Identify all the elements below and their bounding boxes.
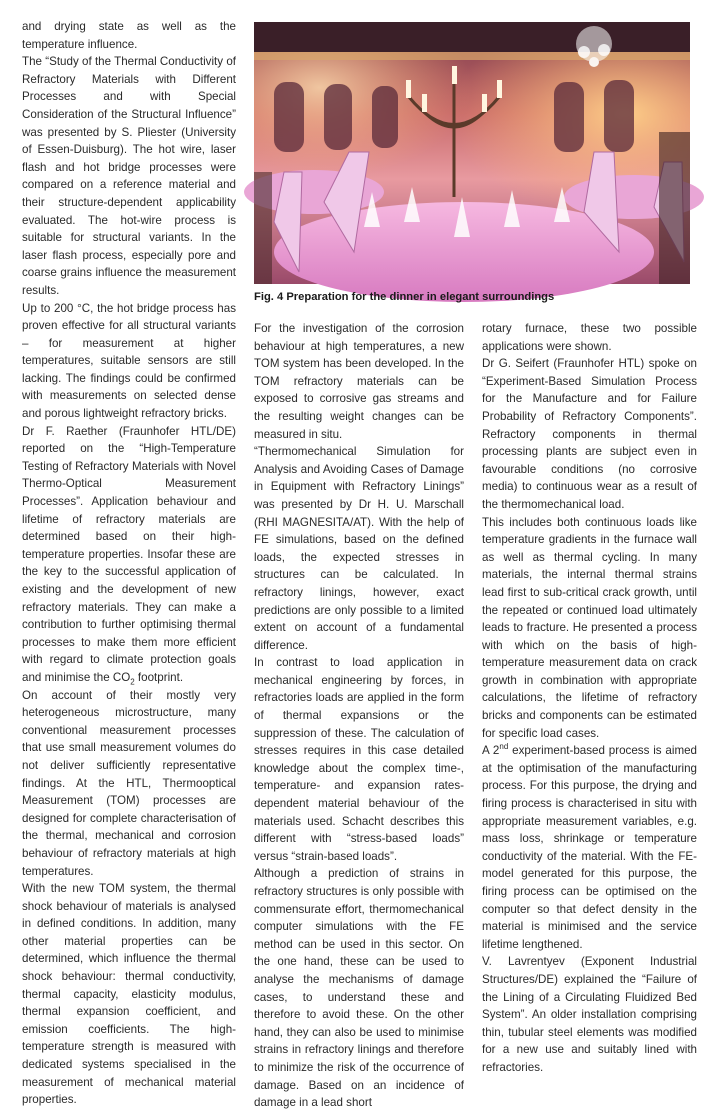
paragraph-text: A 2 — [482, 744, 500, 758]
paragraph: Although a prediction of strains in refractory structures is only possible with commensurate effort, thermomechanical computer simulations with the FE method can be used in this sector. On the one hand, these can be used to analyse the mechanisms of damage cases, to understand these and therefore to avoid these. On the other hand, they can also be used to minimise strains in refractory linings and therefore to minimize the risk of the occurrence of damage. Based on an incidence of damage in a lead short — [254, 867, 464, 1110]
paragraph: rotary furnace, these two possible applications were shown. — [482, 322, 697, 353]
figure-caption-text: Preparation for the dinner in elegant surroundings — [283, 291, 555, 303]
paragraph: The “Study of the Thermal Conductivity of Refractory Materials with Different Processes and with Special Consideration of the Structural Influence” was presented by S. Pliester (University of Essen-Duisburg). The hot wire, laser flash and hot bridge processes were compared on a reference material and their structure-dependent applicability evaluated. The hot-wire process is suitable for structural variants. In the laser flash process, especially pore and coarse grains influence the measurement results. — [22, 55, 236, 297]
text-column-3 — [482, 320, 698, 1074]
superscript: nd — [499, 742, 509, 752]
paragraph: and drying state as well as the temperature influence. — [22, 20, 236, 51]
paragraph: “Thermomechanical Simulation for Analysis and Avoiding Cases of Damage in Equipment with Refractory Linings” was presented by Dr H. U. Marschall (RHI MAGNESITA/AT). With the help of FE simulations, based on the defined loads, the expected stresses in structures can be calculated. In refractory linings, however, exact predictions are only possible to a limited extent on account of a fundamental difference. — [254, 445, 464, 652]
dinner-hall-photo — [254, 22, 690, 284]
paragraph-text: experiment-based process is aimed at the optimisation of the manufacturing process. For this purpose, the drying and firing process is characterised in situ with appropriate measurement variables, e.g. mass loss, shrinkage or temperature conductivity of the material. With the FE-model generated for this purpose, the firing process can be optimised on the computer so that defect density in the material is minimised and the service lifetime lengthened. — [482, 744, 698, 951]
text-column-2 — [254, 320, 464, 1110]
paragraph: This includes both continuous loads like temperature gradients in the furnace wall as well as thermal cycling. In many materials, the internal thermal strains lead first to sub-critical crack growth, until the repeated or continued load ultimately leads to fracture. He presented a process with which on the basis of high-temperature measurement data on crack growth in combination with appropriate calculations, the lifetime of refractory bricks and components can be estimated for specific load cases. — [482, 515, 697, 740]
figure-label: Fig. 4 — [254, 291, 284, 303]
paragraph — [22, 423, 236, 687]
paragraph: On account of their mostly very heterogeneous microstructure, many conventional measurement processes that use small measurement volumes do not deliver sufficiently representative findings. At the HTL, Thermooptical Measurement (TOM) processes are designed for complete characterisation of the thermal, mechanical and corrosion behaviour of refractory materials at high temperatures. — [22, 688, 236, 878]
paragraph — [482, 742, 697, 953]
subscript: 2 — [130, 677, 135, 687]
paragraph-text: Dr F. Raether (Fraunhofer HTL/DE) reported on the “High-Temperature Testing of Refractory Materials with Novel Thermo-Optical Measurement Processes”. Application behaviour and lifetime of refractory materials are determined based on their high-temperature properties. Insofar these are the key to the successful application of existing and the development of new refractory materials. They can make a contribution to further optimising thermal processes to make them more efficient with regard to climate protection goals and minimise the CO — [22, 424, 236, 684]
text-column-1 — [22, 18, 236, 1107]
paragraph: Up to 200 °C, the hot bridge process has proven effective for all structural variants – for measurement at higher temperatures, suitable sensors are still lacking. The findings could be confirmed with measurements on selected dense and porous lightweight refractory bricks. — [22, 301, 236, 421]
paragraph: V. Lavrentyev (Exponent Industrial Structures/DE) explained the “Failure of the Lining of a Circulating Fluidized Bed System”. An older installation comprising thin, tubular steel elements was modified for a new use and suitably lined with refractories. — [482, 955, 697, 1074]
paragraph-text: footprint. — [134, 670, 184, 684]
paragraph: For the investigation of the corrosion behaviour at high temperatures, a new TOM system has been developed. In the TOM refractory materials can be exposed to corrosive gas streams and the resulting weight changes can be measured in situ. — [254, 322, 464, 441]
paragraph: In contrast to load application in mechanical engineering by forces, in refractories loads are applied in the form of thermal expansions or the suppression of these. The calculation of stresses requires in this case detailed knowledge about the complex time-, temperature- and expansion rates-dependent material behaviour of the materials used. Schacht describes this different with “stress-based loads” versus “strain-based loads”. — [254, 656, 464, 863]
figure-caption — [254, 290, 694, 304]
paragraph: With the new TOM system, the thermal shock behaviour of materials is analysed in defined conditions. In addition, many other material properties can be determined, which influence the thermal shock behaviour: thermal conductivity, thermal capacity, elasticity modulus, thermal expansion coefficient, and emission coefficients. The high-temperature strength is measured with dedicated systems specialised in the measurement of mechanical material properties. — [22, 882, 236, 1107]
paragraph: Dr G. Seifert (Fraunhofer HTL) spoke on “Experiment-Based Simulation Process for the Manufacture and for Failure Probability of Refractory Components”. Refractory components in thermal processing plants are subject even in favourable conditions (no corrosive media) to continuous wear as a result of the thermomechanical load. — [482, 357, 697, 511]
